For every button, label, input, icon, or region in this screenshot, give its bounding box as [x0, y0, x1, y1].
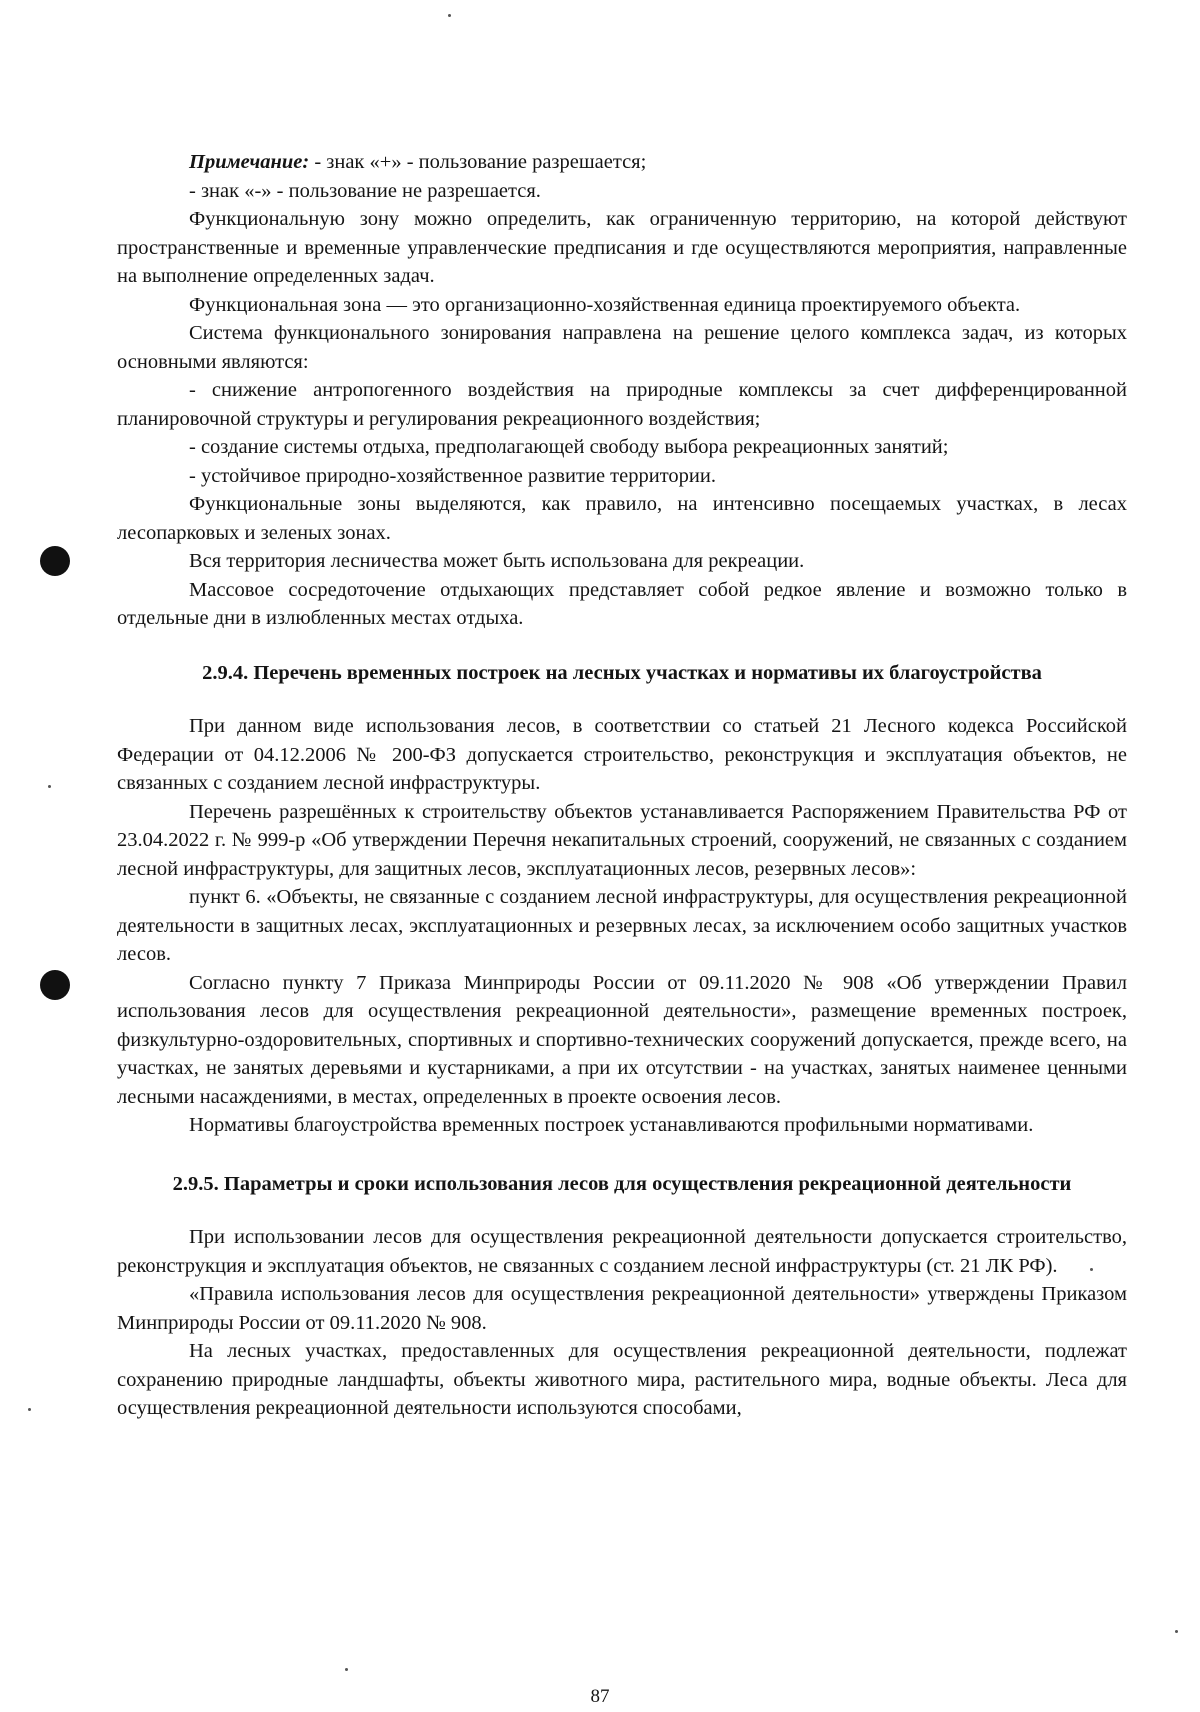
section-heading: 2.9.4. Перечень временных построек на лесных участках и нормативы их благоустройства — [202, 661, 1042, 684]
scan-speck — [1175, 1630, 1178, 1633]
paragraph: Функциональную зону можно определить, как ограниченную территорию, на которой действуют пространственные и временные управленческие предписания и где осуществляются мероприятия, направленные на выполнение определенных задач. — [117, 208, 1127, 287]
note-label: Примечание: — [189, 151, 310, 173]
page-number: 87 — [590, 1686, 610, 1707]
paragraph: Согласно пункту 7 Приказа Минприроды России от 09.11.2020 № 908 «Об утверждении Правил использования лесов для осуществления рекреационной деятельности», размещение временных построек, физкультурно-оздоровительных, спортивных и спортивно-технических сооружений допускается, прежде всего, на участках, не занятых деревьями и кустарниками, а при их отсутствии - на участках, занятых наименее ценными лесными насаждениями, в местах, определенных в проекте освоения лесов. — [117, 971, 1127, 1108]
scan-speck — [448, 14, 451, 17]
paragraph: На лесных участках, предоставленных для осуществления рекреационной деятельности, подлежат сохранению природные ландшафты, объекты животного мира, растительного мира, водные объекты. Леса для осуществления рекреационной деятельности используются способами, — [117, 1340, 1127, 1419]
paragraph: Нормативы благоустройства временных построек устанавливаются профильными нормативами. — [189, 1114, 1034, 1136]
paragraph: пункт 6. «Объекты, не связанные с созданием лесной инфраструктуры, для осуществления рекреационной деятельности в защитных лесах, эксплуатационных и резервных лесах, за исключением особо защитных участков лесов. — [117, 886, 1127, 965]
paragraph: При использовании лесов для осуществления рекреационной деятельности допускается строительство, реконструкция и эксплуатация объектов, не связанных с созданием лесной инфраструктуры (ст. 21 ЛК РФ). — [117, 1226, 1127, 1277]
scan-speck — [28, 1408, 31, 1411]
paragraph: Функциональная зона — это организационно-хозяйственная единица проектируемого объекта. — [189, 293, 1021, 316]
list-item: - снижение антропогенного воздействия на природные комплексы за счет дифференцированной планировочной структуры и регулирования рекреационного воздействия; — [117, 379, 1127, 430]
list-item: - создание системы отдыха, предполагающей свободу выбора рекреационных занятий; — [189, 436, 949, 458]
scan-speck — [48, 785, 51, 788]
paragraph: Вся территория лесничества может быть использована для рекреации. — [189, 550, 805, 572]
note-text-1: - знак «+» - пользование разрешается; — [309, 151, 647, 173]
section-heading: 2.9.5. Параметры и сроки использования лесов для осуществления рекреационной деятельности — [172, 1172, 1072, 1195]
scan-speck — [345, 1668, 348, 1671]
punch-hole — [40, 970, 70, 1000]
note-line-1 — [117, 148, 1127, 177]
paragraph: Функциональные зоны выделяются, как правило, на интенсивно посещаемых участках, в лесах лесопарковых и зеленых зонах. — [117, 493, 1127, 544]
paragraph: Система функционального зонирования направлена на решение целого комплекса задач, из которых основными являются: — [117, 322, 1127, 373]
list-item: - устойчивое природно-хозяйственное развитие территории. — [189, 464, 716, 487]
paragraph: «Правила использования лесов для осуществления рекреационной деятельности» утверждены Приказом Минприроды России от 09.11.2020 № 908. — [117, 1283, 1127, 1334]
paragraph: При данном виде использования лесов, в соответствии со статьей 21 Лесного кодекса Российской Федерации от 04.12.2006 № 200-ФЗ допускается строительство, реконструкция и эксплуатация объектов, не связанных с созданием лесной инфраструктуры. — [117, 715, 1127, 794]
punch-hole — [40, 546, 70, 576]
paragraph: Массовое сосредоточение отдыхающих представляет собой редкое явление и возможно только в отдельные дни в излюбленных местах отдыха. — [117, 578, 1127, 629]
note-line-2: - знак «-» - пользование не разрешается. — [189, 179, 541, 202]
document-body — [117, 148, 1127, 1423]
paragraph: Перечень разрешённых к строительству объектов устанавливается Распоряжением Правительства РФ от 23.04.2022 г. № 999-р «Об утверждении Перечня некапитальных строений, сооружений, не связанных с созданием лесной инфраструктуры, для защитных лесов, эксплуатационных лесов, резервных лесов»: — [117, 800, 1127, 880]
